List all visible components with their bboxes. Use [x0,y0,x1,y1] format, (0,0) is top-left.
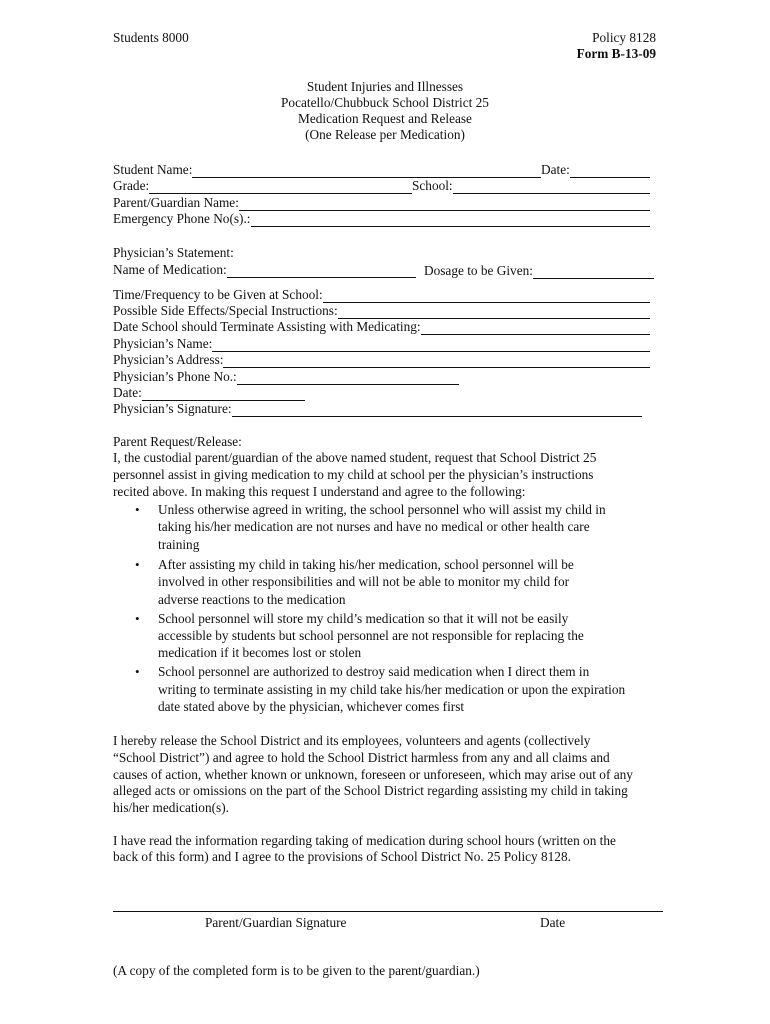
physician-phone-label: Physician’s Phone No.: [113,369,237,384]
physician-phone-field[interactable] [113,368,459,385]
intro-line: I, the custodial parent/guardian of the above named student, request that School District 25 [113,450,597,465]
terminate-date-field[interactable] [113,318,650,335]
terminate-date-line[interactable] [421,321,650,335]
parent-request-heading: Parent Request/Release: [113,434,242,449]
side-effects-field[interactable] [113,302,650,319]
student-date-line[interactable] [570,164,650,178]
bullet-line: date stated above by the physician, whichever comes first [158,699,465,714]
physician-address-field[interactable] [113,351,650,368]
physician-signature-field[interactable] [113,400,642,417]
release-line: I hereby release the School District and its employees, volunteers and agents (collectively [113,733,591,748]
physician-address-label: Physician’s Address: [113,352,224,367]
bullet-dot: • [135,611,140,626]
parent-signature-label: Parent/Guardian Signature [205,915,347,930]
physician-name-label: Physician’s Name: [113,336,213,351]
bullet-line: involved in other responsibilities and will not be able to monitor my child for [158,574,570,589]
acknowledgement-line: I have read the information regarding taking of medication during school hours (written on the [113,833,616,848]
release-line: causes of action, whether known or unknown, foreseen or unforeseen, which may arise out of any [113,767,633,782]
terminate-date-label: Date School should Terminate Assisting with Medicating: [113,319,421,334]
footer-note: (A copy of the completed form is to be given to the parent/guardian.) [113,963,480,978]
bullet-dot: • [135,557,140,572]
school-field[interactable] [412,177,650,194]
bullet-line: adverse reactions to the medication [158,592,346,607]
bullet-line: taking his/her medication are not nurses and have no medical or other health care [158,519,590,534]
time-frequency-label: Time/Frequency to be Given at School: [113,287,323,302]
dosage-label: Dosage to be Given: [424,263,533,278]
physician-date-line[interactable] [142,387,305,401]
time-frequency-line[interactable] [323,289,650,303]
form-number: Form B-13-09 [576,46,656,61]
physician-date-label: Date: [113,385,142,400]
dosage-line[interactable] [533,265,654,279]
school-label: School: [412,178,453,193]
release-line: alleged acts or omissions on the part of the School District regarding assisting my child in taking [113,783,628,798]
side-effects-label: Possible Side Effects/Special Instructions: [113,303,338,318]
release-line: his/her medication(s). [113,800,229,815]
bullet-dot: • [135,502,140,517]
title-line: Pocatello/Chubbuck School District 25 [281,95,489,110]
student-date-field[interactable] [541,161,650,178]
school-line[interactable] [453,180,650,194]
bullet-line: medication if it becomes lost or stolen [158,645,362,660]
emergency-phone-line[interactable] [251,213,651,227]
grade-line[interactable] [149,180,412,194]
physician-statement-heading: Physician’s Statement: [113,245,234,260]
medication-name-field[interactable] [113,261,416,278]
side-effects-line[interactable] [338,305,650,319]
release-line: “School District”) and agree to hold the School District harmless from any and all claims and [113,750,610,765]
parent-signature-line[interactable] [113,911,663,912]
bullet-line: School personnel are authorized to destroy said medication when I direct them in [158,664,590,679]
student-name-line[interactable] [192,164,541,178]
bullet-line: training [158,537,200,552]
header-left: Students 8000 [113,30,189,45]
acknowledgement-line: back of this form) and I agree to the provisions of School District No. 25 Policy 8128. [113,849,571,864]
bullet-line: School personnel will store my child’s medication so that it will not be easily [158,611,569,626]
emergency-phone-field[interactable] [113,210,650,227]
student-name-label: Student Name: [113,162,193,177]
medication-name-label: Name of Medication: [113,262,227,277]
physician-address-line[interactable] [223,354,650,368]
physician-signature-line[interactable] [232,403,642,417]
parent-name-label: Parent/Guardian Name: [113,195,239,210]
title-line: Student Injuries and Illnesses [306,79,464,94]
grade-field[interactable] [113,177,412,194]
dosage-field[interactable] [424,262,654,279]
bullet-dot: • [135,664,140,679]
title-line: (One Release per Medication) [305,127,465,142]
bullet-line: accessible by students but school personnel are not responsible for replacing the [158,628,584,643]
student-date-label: Date: [541,162,570,177]
parent-name-line[interactable] [239,197,650,211]
parent-name-field[interactable] [113,194,650,211]
physician-date-field[interactable] [113,384,305,401]
physician-name-field[interactable] [113,335,650,352]
physician-phone-line[interactable] [237,371,459,385]
signature-date-label: Date [540,915,566,930]
bullet-line: writing to terminate assisting in my child take his/her medication or upon the expiration [158,682,626,697]
physician-signature-label: Physician’s Signature: [113,401,232,416]
intro-line: recited above. In making this request I understand and agree to the following: [113,484,526,499]
intro-line: personnel assist in giving medication to my child at school per the physician’s instructions [113,467,594,482]
student-name-field[interactable] [113,161,541,178]
bullet-line: After assisting my child in taking his/her medication, school personnel will be [158,557,574,572]
physician-name-line[interactable] [212,338,650,352]
policy-number: Policy 8128 [592,30,656,45]
grade-label: Grade: [113,178,150,193]
medication-name-line[interactable] [227,264,416,278]
emergency-phone-label: Emergency Phone No(s).: [113,211,251,226]
bullet-line: Unless otherwise agreed in writing, the school personnel who will assist my child in [158,502,606,517]
title-line: Medication Request and Release [298,111,472,126]
time-frequency-field[interactable] [113,286,650,303]
